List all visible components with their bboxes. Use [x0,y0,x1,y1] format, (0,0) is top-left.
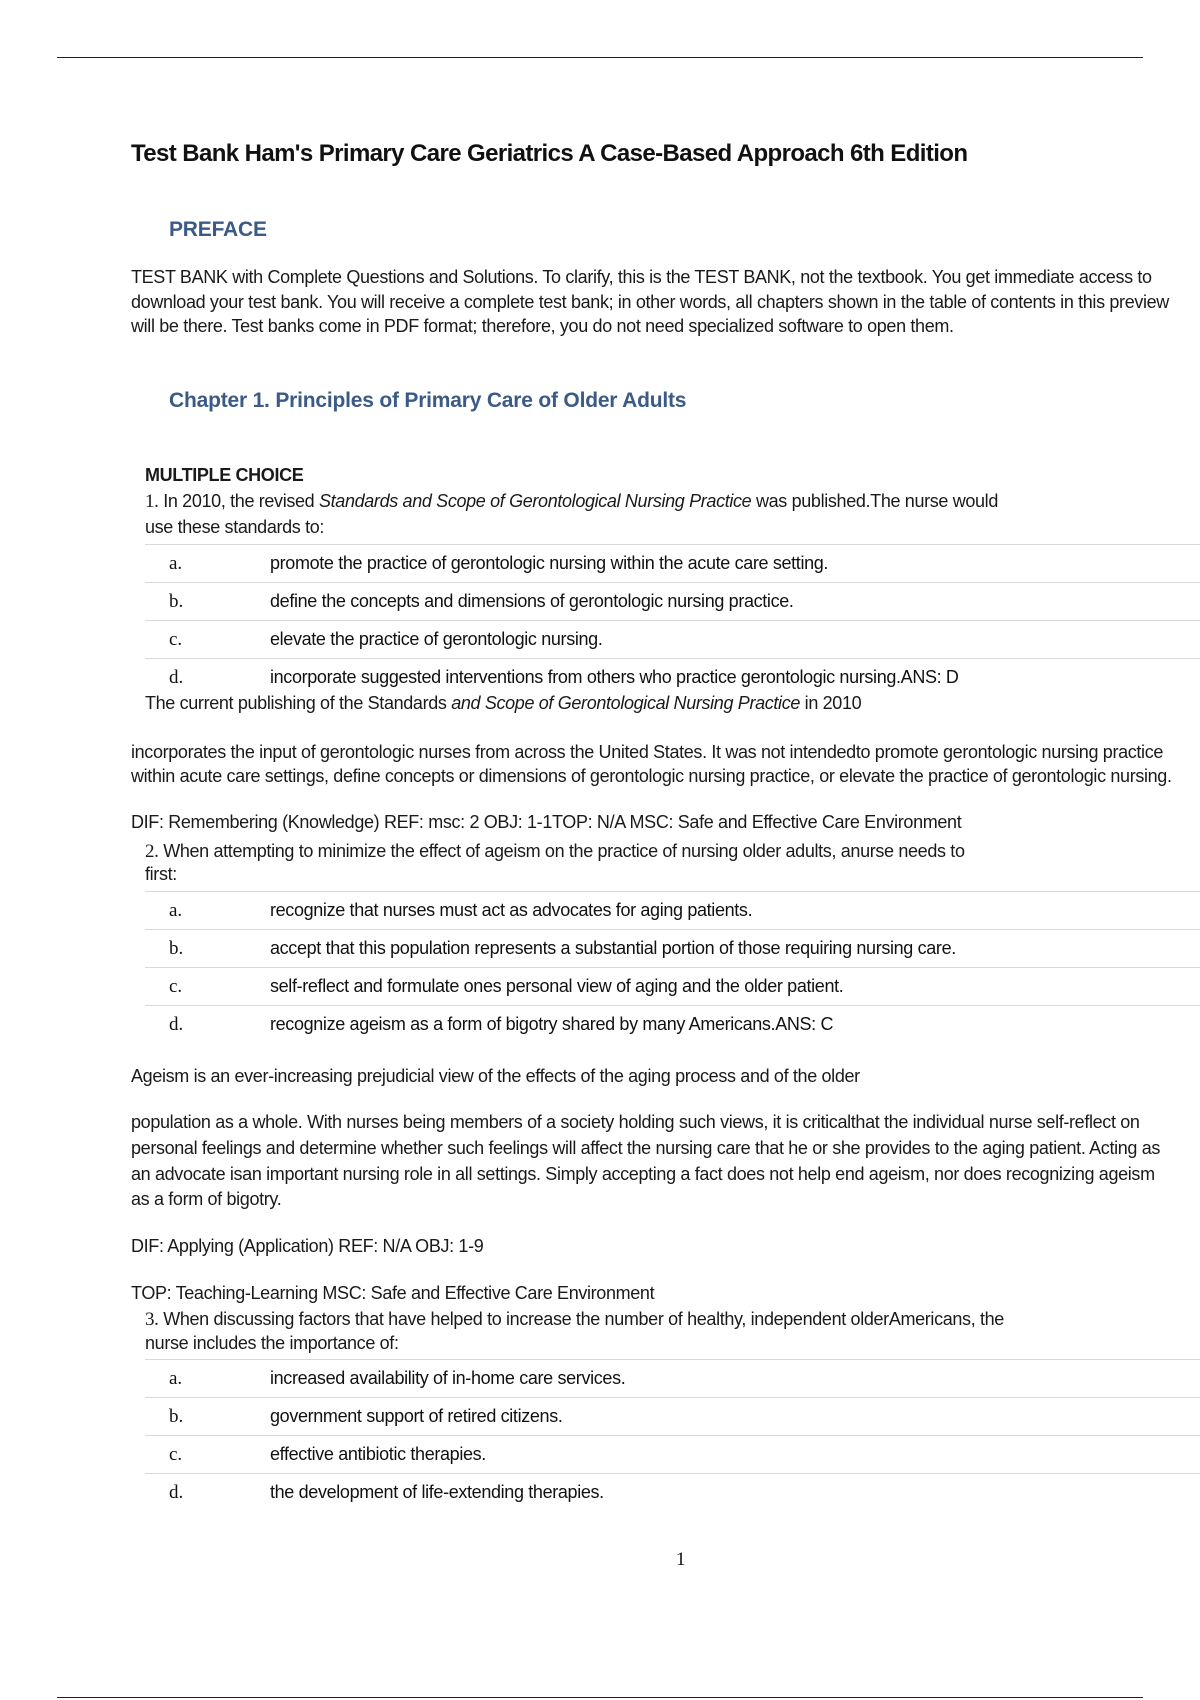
answer-option-c [145,967,1200,1006]
preface-heading: PREFACE [169,218,267,241]
option-text: self-reflect and formulate ones personal view of aging and the older patient. [270,976,844,996]
question-2-meta-2: TOP: Teaching-Learning MSC: Safe and Effective Care Environment [131,1283,655,1303]
option-text: promote the practice of gerontologic nursing within the acute care setting. [270,553,829,573]
chapter-heading: Chapter 1. Principles of Primary Care of Older Adults [169,389,687,412]
option-text: the development of life-extending therapies. [270,1482,604,1502]
question-2-meta-1: DIF: Applying (Application) REF: N/A OBJ: 1-9 [131,1236,484,1256]
answer-option-c [145,1435,1200,1474]
option-letter: b. [169,591,184,612]
question-2-rationale-line-2: personal feelings and determine whether such feelings will affect the nursing care that he or she provides to the aging patient. Acting as [131,1138,1161,1158]
option-letter: a. [169,553,183,574]
page-number: 1 [676,1549,686,1570]
answer-option-a [145,891,1200,930]
option-text: incorporate suggested interventions from others who practice gerontologic nursing.ANS: D [270,667,959,687]
option-text: define the concepts and dimensions of gerontologic nursing practice. [270,591,794,611]
preface-line-1: TEST BANK with Complete Questions and Solutions. To clarify, this is the TEST BANK, not the textbook. You get immediate access to [131,267,1152,287]
option-text: recognize that nurses must act as advocates for aging patients. [270,900,753,920]
question-number: 2. [145,841,159,862]
question-1-stem: 1. In 2010, the revised Standards and Scope of Gerontological Nursing Practice was published.The nurse would [145,491,998,512]
question-1-rationale-line-2: within acute care settings, define concepts or dimensions of gerontologic nursing practice, or elevate the practice of gerontologic nursing. [131,766,1172,786]
option-letter: c. [169,1444,183,1465]
option-letter: d. [169,1482,184,1503]
question-2-stem-line-2: first: [145,864,177,884]
answer-option-d [145,1473,1200,1512]
question-number: 1. [145,491,159,512]
answer-option-b [145,929,1200,968]
option-letter: d. [169,1014,184,1035]
answer-option-d [145,1005,1200,1044]
option-text: elevate the practice of gerontologic nursing. [270,629,603,649]
answer-option-a [145,1359,1200,1398]
question-3-stem: 3. When discussing factors that have helped to increase the number of healthy, independent olderAmericans, the [145,1309,1004,1330]
answer-option-b [145,582,1200,621]
question-2-rationale-line-1: population as a whole. With nurses being members of a society holding such views, it is criticalthat the individual nurse self-reflect on [131,1112,1140,1132]
option-letter: c. [169,629,183,650]
preface-line-2: download your test bank. You will receive a complete test bank; in other words, all chapters shown in the table of contents in this preview [131,292,1169,312]
answer-option-c [145,620,1200,659]
option-text: effective antibiotic therapies. [270,1444,486,1464]
question-2-rationale-line-4: as a form of bigotry. [131,1189,282,1209]
question-2-rationale-first: Ageism is an ever-increasing prejudicial view of the effects of the aging process and of the older [131,1066,860,1086]
question-1-rationale-line-1: incorporates the input of gerontologic nurses from across the United States. It was not intendedto promote gerontologic nursing practice [131,742,1164,762]
question-1-stem-line-2: use these standards to: [145,517,325,537]
option-letter: c. [169,976,183,997]
question-2-stem: 2. When attempting to minimize the effect of ageism on the practice of nursing older adults, anurse needs to [145,841,965,862]
option-text: recognize ageism as a form of bigotry shared by many Americans.ANS: C [270,1014,834,1034]
option-text: government support of retired citizens. [270,1406,563,1426]
question-number: 3. [145,1309,159,1330]
option-letter: d. [169,667,184,688]
document-title: Test Bank Ham's Primary Care Geriatrics A Case-Based Approach 6th Edition [131,140,968,167]
option-letter: a. [169,900,183,921]
preface-line-3: will be there. Test banks come in PDF format; therefore, you do not need specialized software to open them. [131,316,954,336]
option-letter: b. [169,1406,184,1427]
answer-option-a [145,544,1200,583]
question-1-meta: DIF: Remembering (Knowledge) REF: msc: 2 OBJ: 1-1TOP: N/A MSC: Safe and Effective Care Environment [131,812,962,832]
top-rule [57,57,1143,58]
option-text: accept that this population represents a substantial portion of those requiring nursing care. [270,938,956,958]
question-2-rationale-line-3: an advocate isan important nursing role in all settings. Simply accepting a fact does not help end ageism, nor does recognizing ageism [131,1164,1155,1184]
section-heading: MULTIPLE CHOICE [145,465,304,485]
option-letter: a. [169,1368,183,1389]
question-1-rationale-intro: The current publishing of the Standards and Scope of Gerontological Nursing Practice in 2010 [145,693,862,713]
bottom-rule [57,1697,1143,1698]
option-text: increased availability of in-home care services. [270,1368,626,1388]
question-3-stem-line-2: nurse includes the importance of: [145,1333,399,1353]
option-letter: b. [169,938,184,959]
answer-option-b [145,1397,1200,1436]
